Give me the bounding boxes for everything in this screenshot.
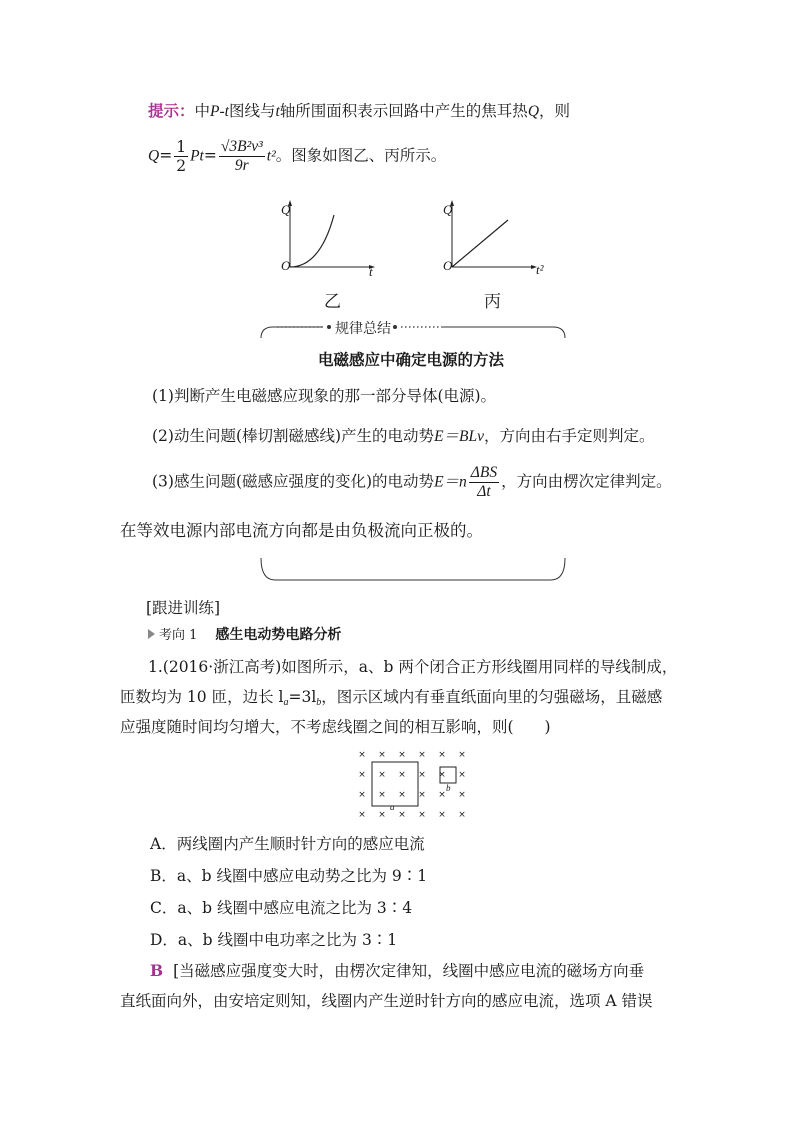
hint-text: 中 [194,102,211,120]
graph-left-curve [290,215,334,267]
direction-arrow-icon [148,629,155,639]
eq-t2: t² [266,147,276,165]
field-mark: × [418,750,426,760]
field-mark: × [418,810,426,820]
hint-line-1 [148,101,570,122]
field-mark: × [458,770,466,780]
field-mark: × [458,750,466,760]
graph-right-ylabel: Q [443,202,453,217]
answer-line-1 [150,961,644,981]
q1-text: ，图示区域内有垂直纸面向里的匀强磁场，且磁感 [321,688,663,706]
answer-line-2: 直纸面向外，由安培定则知，线圈内产生逆时针方向的感应电流，选项 A 错误 [120,992,653,1010]
graph-left-ylabel: Q [281,202,291,217]
graph-left-origin: O [281,258,291,273]
summary-item-2 [152,426,655,447]
answer-text-1: [当磁感应强度变大时，由楞次定律知，线圈中感应电流的磁场方向垂 [173,962,645,980]
training-heading: [跟进训练] [146,599,221,617]
graphs-figure [270,195,550,285]
hint-text: 轴所围面积表示回路中产生的焦耳热 [279,102,528,120]
field-mark: × [418,770,426,780]
summary-item-2-eq: E＝BLv [434,428,484,445]
field-mark: × [378,770,386,780]
summary-item-1: (1)判断产生电磁感应现象的那一部分导体(电源)。 [152,387,497,405]
field-mark: × [358,750,366,760]
field-mark: × [458,790,466,800]
eq-half-den: 2 [176,157,187,175]
eq-main-num: √3B²v³ [220,138,263,155]
eq-sign: = [203,146,217,165]
option-d: D．a、b 线圈中电功率之比为 3∶1 [150,931,398,949]
graph-right [450,200,537,269]
eq-half-fraction [174,138,188,175]
summary-note: 在等效电源内部电流方向都是由负极流向正极的。 [120,521,483,540]
summary-box-title: 电磁感应中确定电源的方法 [318,350,505,369]
field-mark: × [398,750,406,760]
field-mark: × [378,750,386,760]
hint-label: 提示： [148,101,195,120]
field-mark: × [358,770,366,780]
answer-key: B [150,961,164,980]
option-b: B．a、b 线圈中感应电动势之比为 9∶1 [150,867,428,885]
q1-text: =3l [288,688,317,706]
summary-item-2-text: ，方向由右手定则判定。 [484,427,655,445]
field-mark: × [438,750,446,760]
field-mark: × [398,770,406,780]
field-mark: × [378,810,386,820]
direction-title: 感生电动势电路分析 [215,627,342,643]
coil-b-label: b [446,783,451,793]
eq-sign: = [159,146,173,165]
field-mark: × [438,810,446,820]
field-mark: × [398,810,406,820]
summary-item-3-fraction [469,464,499,501]
hint-q: Q [527,103,540,120]
field-mark: × [418,790,426,800]
summary-item-2-text: (2)动生问题(棒切割磁感线)产生的电动势 [152,427,435,445]
option-c: C．a、b 线圈中感应电流之比为 3∶4 [150,899,413,917]
field-mark: × [358,810,366,820]
eq-main-fraction [219,138,265,175]
hint-equation [148,138,446,175]
question-1-line-3: 应强度随时间均匀增大，不考虑线圈之间的相互影响，则( ) [120,718,551,736]
question-1-line-1: 1.(2016·浙江高考)如图所示，a、b 两个闭合正方形线圈用同样的导线制成， [148,658,678,676]
eq-q: Q [148,147,160,165]
summary-box-tag: 规律总结 [333,318,393,338]
option-a: A．两线圈内产生顺时针方向的感应电流 [150,835,425,853]
graph-left-xlabel: t [369,264,373,279]
hint-pt: P-t [210,103,229,120]
direction-label: 考向 1 [159,628,198,643]
q1-sub-b: b [316,697,322,708]
field-mark: × [458,810,466,820]
graph-right-line [452,220,508,267]
q1-sub-a: a [283,697,289,708]
eq-tail: 。图象如图乙、丙所示。 [275,146,447,165]
eq-main-den: 9r [234,157,249,174]
coil-figure [350,744,480,820]
coil-a-label: a [390,802,395,812]
summary-item-3-text: (3)感生问题(磁感应强度的变化)的电动势 [152,472,435,491]
graph-right-caption: 丙 [484,292,501,312]
hint-text: 图线与 [228,102,276,120]
field-mark: × [438,770,446,780]
graph-right-origin: O [443,258,453,273]
summary-item-3-eq: E＝n [434,473,467,491]
question-1-line-2 [120,687,662,713]
q1-text: 匝数均为 10 匝，边长 l [120,688,284,706]
hint-t: t [275,103,280,120]
graph-right-xlabel: t² [536,262,544,277]
field-mark: × [438,790,446,800]
summary-item-3-den: Δt [477,483,491,500]
summary-item-3-num: ΔBS [470,464,498,481]
eq-half-num: 1 [176,138,187,156]
field-mark: × [398,790,406,800]
graph-left-caption: 乙 [324,292,341,312]
field-mark: × [358,790,366,800]
summary-item-3-text: ，方向由楞次定律判定。 [501,472,672,491]
direction-row [148,624,341,644]
hint-text: ，则 [539,102,571,120]
field-mark: × [378,790,386,800]
summary-item-3 [152,464,672,501]
graph-left [288,200,375,269]
eq-pt: Pt [190,147,204,165]
